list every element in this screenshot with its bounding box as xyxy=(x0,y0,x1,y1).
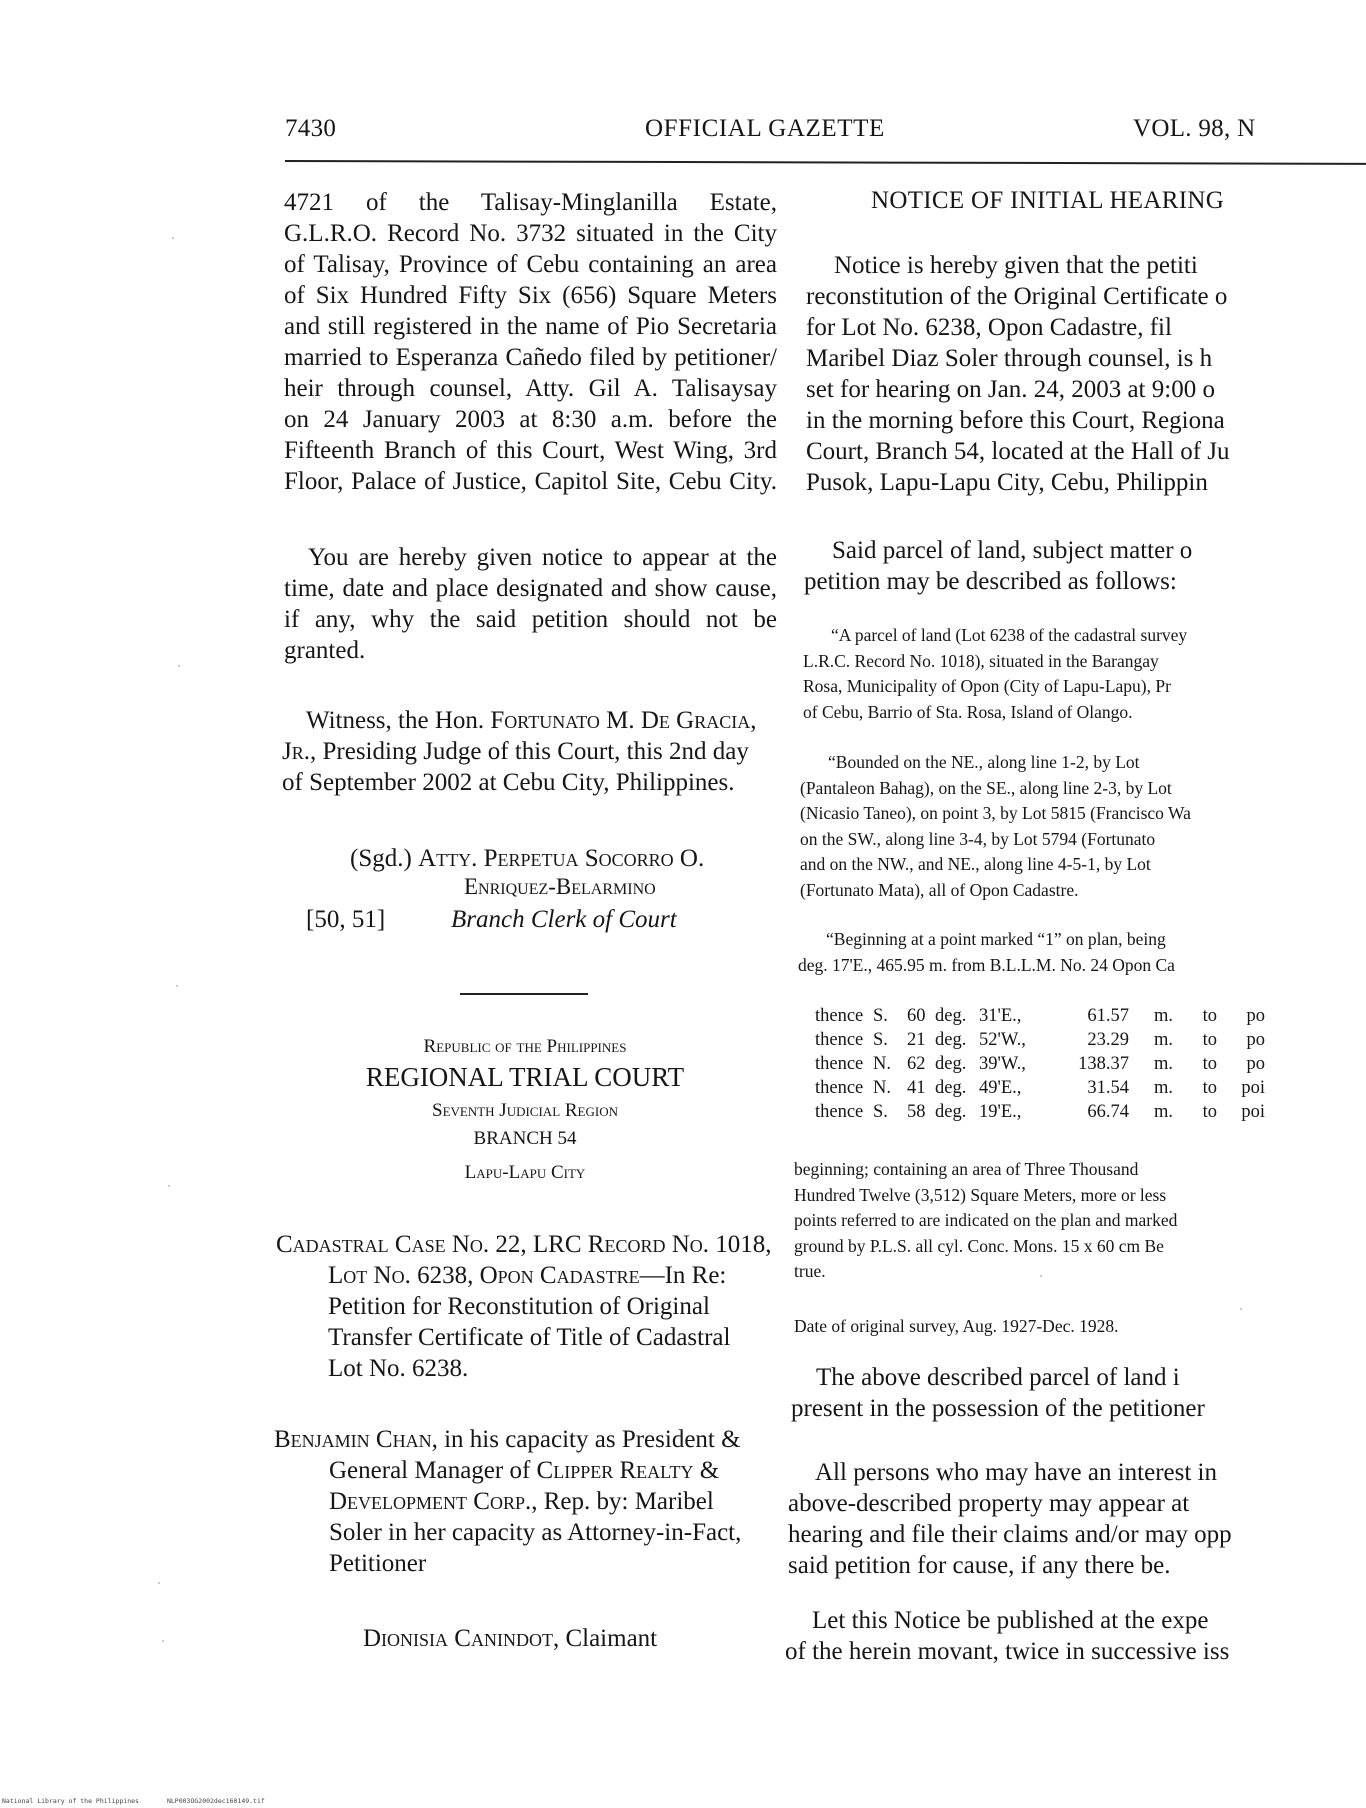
text-line: petition may be described as follows: xyxy=(804,568,1177,595)
text-line: Lot No. 6238. xyxy=(328,1355,469,1382)
notice-paragraph-3 xyxy=(791,1362,1366,1424)
text-line: deg. 17'E., 465.95 m. from B.L.L.M. No. 24 Opon Ca xyxy=(798,954,1175,975)
bearing-min: 31'E., xyxy=(979,1006,1022,1026)
notice-paragraph-5 xyxy=(785,1605,1366,1667)
bearing-thence: thence xyxy=(815,1030,864,1050)
scan-speck xyxy=(158,1582,160,1584)
text-line: heir through counsel, Atty. Gil A. Talisaysay xyxy=(284,375,777,402)
scan-speck xyxy=(1240,1308,1242,1310)
bearing-tail: po xyxy=(1246,1030,1265,1050)
bearing-to: to xyxy=(1202,1102,1217,1122)
quote-boundaries xyxy=(800,750,1366,903)
text-line: G.L.R.O. Record No. 3732 situated in the City xyxy=(284,220,777,247)
bearing-tail: po xyxy=(1246,1054,1265,1074)
text-line: reconstitution of the Original Certificate o xyxy=(806,283,1228,310)
scan-speck xyxy=(172,237,174,239)
notice-paragraph-4 xyxy=(788,1457,1366,1581)
bearing-m: m. xyxy=(1153,1030,1173,1050)
text-line: General Manager of Clipper Realty & xyxy=(329,1457,720,1484)
bearing-unit: deg. xyxy=(935,1054,967,1074)
bearing-dir: S. xyxy=(873,1030,888,1050)
text-line: Let this Notice be published at the expe xyxy=(812,1607,1209,1634)
text-line: Petition for Reconstitution of Original xyxy=(328,1293,710,1320)
bearing-dist: 138.37 xyxy=(1078,1054,1129,1074)
bearing-to: to xyxy=(1202,1030,1217,1050)
bearing-deg: 21 xyxy=(907,1030,926,1050)
page-number: 7430 xyxy=(285,115,337,142)
text-line: points referred to are indicated on the plan and marked xyxy=(794,1210,1178,1230)
text-line: above-described property may appear at xyxy=(788,1490,1190,1517)
text-line: Development Corp., Rep. by: Maribel xyxy=(329,1488,714,1515)
bearing-min: 49'E., xyxy=(979,1078,1022,1098)
volume-label: VOL. 98, N xyxy=(1133,115,1256,142)
judge-name: Fortunato M. De Gracia, xyxy=(490,707,757,734)
text-line: Benjamin Chan, in his capacity as President & xyxy=(274,1426,741,1453)
text-line: married to Esperanza Cañedo filed by petitioner/ xyxy=(284,344,777,371)
bearing-tail: poi xyxy=(1241,1102,1265,1122)
region-heading: Seventh Judicial Region xyxy=(432,1100,618,1121)
bearing-min: 39'W., xyxy=(979,1054,1026,1074)
text-line: Jr., Presiding Judge of this Court, this 2nd day xyxy=(282,738,749,765)
bearing-row xyxy=(815,1077,1265,1101)
text-line: of September 2002 at Cebu City, Philippines. xyxy=(282,769,735,796)
petitioner-block xyxy=(274,1424,794,1579)
case-caption xyxy=(276,1229,796,1384)
bearing-min: 19'E., xyxy=(979,1102,1022,1122)
text-line: (Pantaleon Bahag), on the SE., along line 2-3, by Lot xyxy=(800,777,1172,798)
text-line: true. xyxy=(794,1261,826,1281)
signatory-name: Atty. Perpetua Socorro O. xyxy=(418,845,705,872)
text-line: 4721 of the Talisay-Minglanilla Estate, xyxy=(284,189,777,216)
signature-line-1: (Sgd.) Atty. Perpetua Socorro O. xyxy=(350,845,705,872)
court-heading: REGIONAL TRIAL COURT xyxy=(365,1062,685,1092)
bearing-tail: po xyxy=(1246,1006,1265,1026)
scan-speck xyxy=(168,1185,170,1187)
bearing-thence: thence xyxy=(815,1054,864,1074)
bearing-m: m. xyxy=(1153,1006,1173,1026)
text-line: “A parcel of land (Lot 6238 of the cadastral survey xyxy=(831,625,1188,645)
publication-title: OFFICIAL GAZETTE xyxy=(645,115,885,142)
text-line: Lot No. 6238, Opon Cadastre—In Re: xyxy=(328,1262,727,1289)
text-line: on 24 January 2003 at 8:30 a.m. before the xyxy=(284,406,777,433)
text-line: Soler in her capacity as Attorney-in-Fact, xyxy=(329,1519,742,1546)
bearing-row xyxy=(815,1053,1265,1077)
bearing-row xyxy=(815,1029,1265,1053)
text-line: Hundred Twelve (3,512) Square Meters, more or less xyxy=(794,1184,1167,1205)
section-separator xyxy=(460,993,588,995)
scan-speck xyxy=(162,1640,164,1642)
text-line: Fifteenth Branch of this Court, West Wing, 3rd xyxy=(284,437,777,464)
bearings-table-body xyxy=(815,1005,1265,1125)
header-rule xyxy=(285,160,1366,165)
text-line: “Bounded on the NE., along line 1-2, by Lot xyxy=(828,752,1140,772)
bearing-dist: 23.29 xyxy=(1087,1030,1129,1050)
text-line: “Beginning at a point marked “1” on plan, being xyxy=(826,929,1166,949)
file-label: NLP003OG2002dec160149.tif xyxy=(166,1797,265,1805)
bearing-unit: deg. xyxy=(935,1006,967,1026)
text-line: You are hereby given notice to appear at the xyxy=(308,544,777,571)
claimant-name: Dionisia Canindot xyxy=(363,1625,553,1652)
witness-paragraph xyxy=(282,705,782,798)
quote-beginning xyxy=(798,927,1366,978)
left-paragraph-1 xyxy=(284,187,777,497)
bearing-unit: deg. xyxy=(935,1078,967,1098)
notice-paragraph-1 xyxy=(806,250,1366,498)
left-paragraph-2 xyxy=(284,542,777,666)
claimant-line: Dionisia Canindot, Claimant xyxy=(363,1625,658,1652)
bearings-table xyxy=(815,1005,1265,1125)
bearing-to: to xyxy=(1202,1054,1217,1074)
notice-title: NOTICE OF INITIAL HEARING xyxy=(871,187,1225,214)
survey-date: Date of original survey, Aug. 1927-Dec. 1928. xyxy=(794,1316,1119,1336)
text-line: in the morning before this Court, Regiona xyxy=(806,407,1225,434)
text-line: said petition for cause, if any there be. xyxy=(788,1552,1171,1579)
text-line: of the herein movant, twice in successive iss xyxy=(785,1638,1230,1665)
text-line: hearing and file their claims and/or may opp xyxy=(788,1521,1232,1548)
scan-footer xyxy=(2,1797,265,1805)
text-line: The above described parcel of land i xyxy=(816,1364,1180,1391)
bearing-deg: 60 xyxy=(907,1006,926,1026)
bearing-thence: thence xyxy=(815,1078,864,1098)
bearing-thence: thence xyxy=(815,1006,864,1026)
bearing-to: to xyxy=(1202,1078,1217,1098)
text-line: set for hearing on Jan. 24, 2003 at 9:00 o xyxy=(806,376,1215,403)
branch-heading: BRANCH 54 xyxy=(473,1128,577,1149)
text-line: Pusok, Lapu-Lapu City, Cebu, Philippin xyxy=(806,469,1208,496)
city-heading: Lapu-Lapu City xyxy=(464,1162,586,1183)
text-line: Petitioner xyxy=(329,1550,427,1577)
bearing-deg: 58 xyxy=(907,1102,926,1122)
text-line: for Lot No. 6238, Opon Cadastre, fil xyxy=(806,314,1172,341)
text-line: L.R.C. Record No. 1018), situated in the Barangay xyxy=(803,650,1159,671)
bearing-m: m. xyxy=(1153,1078,1173,1098)
bearing-deg: 62 xyxy=(907,1054,926,1074)
text-line: present in the possession of the petitioner xyxy=(791,1395,1205,1422)
bearing-deg: 41 xyxy=(907,1078,926,1098)
bearing-dir: S. xyxy=(873,1006,888,1026)
text-line: ground by P.L.S. all cyl. Conc. Mons. 15 x 60 cm Be xyxy=(794,1235,1164,1256)
text-line: Maribel Diaz Soler through counsel, is h xyxy=(806,345,1213,372)
bearing-row xyxy=(815,1101,1265,1125)
bearing-unit: deg. xyxy=(935,1102,967,1122)
text-line: Court, Branch 54, located at the Hall of Ju xyxy=(806,438,1230,465)
bearing-dir: S. xyxy=(873,1102,888,1122)
text-line: Said parcel of land, subject matter o xyxy=(832,537,1193,564)
bearing-row xyxy=(815,1005,1265,1029)
text-line: Floor, Palace of Justice, Capitol Site, Cebu City. xyxy=(284,468,777,495)
quote-lot-description xyxy=(803,623,1366,725)
bearing-dist: 66.74 xyxy=(1087,1102,1129,1122)
text-line: if any, why the said petition should not be xyxy=(284,606,777,633)
scan-speck xyxy=(176,985,178,987)
petitioner-name: Benjamin Chan xyxy=(274,1426,432,1453)
bearing-min: 52'W., xyxy=(979,1030,1026,1050)
quote-area xyxy=(794,1157,1366,1285)
bearing-m: m. xyxy=(1153,1054,1173,1074)
notice-paragraph-2 xyxy=(804,535,1366,597)
text-line: time, date and place designated and show cause, xyxy=(284,575,777,602)
scan-speck xyxy=(1040,1275,1042,1277)
signatory-surname: Enriquez-Belarmino xyxy=(464,874,656,899)
bearing-tail: poi xyxy=(1241,1078,1265,1098)
text-line: of Talisay, Province of Cebu containing an area xyxy=(284,251,777,278)
text-line: (Fortunato Mata), all of Opon Cadastre. xyxy=(800,879,1079,900)
text-line: Cadastral Case No. 22, LRC Record No. 1018, xyxy=(276,1231,772,1258)
text-line: and on the NW., and NE., along line 4-5-1, by Lot xyxy=(800,854,1151,874)
bearing-to: to xyxy=(1202,1006,1217,1026)
bearing-m: m. xyxy=(1153,1102,1173,1122)
text-line: Notice is hereby given that the petiti xyxy=(834,252,1198,279)
bearing-dist: 61.57 xyxy=(1087,1006,1129,1026)
text-line: and still registered in the name of Pio Secretaria xyxy=(284,313,777,340)
text-line: All persons who may have an interest in xyxy=(815,1459,1217,1486)
bearing-thence: thence xyxy=(815,1102,864,1122)
issue-reference: [50, 51] xyxy=(306,906,386,933)
text-line: Transfer Certificate of Title of Cadastral xyxy=(328,1324,731,1351)
republic-heading: Republic of the Philippines xyxy=(423,1036,627,1057)
text-line: beginning; containing an area of Three Thousand xyxy=(794,1159,1139,1179)
library-label: National Library of the Philippines xyxy=(2,1797,139,1805)
signatory-title: Branch Clerk of Court xyxy=(451,906,677,933)
text-line: on the SW., along line 3-4, by Lot 5794 (Fortunato xyxy=(800,828,1156,849)
text-line: of Cebu, Barrio of Sta. Rosa, Island of Olango. xyxy=(803,701,1133,722)
text-line: of Six Hundred Fifty Six (656) Square Meters xyxy=(284,282,777,309)
bearing-dir: N. xyxy=(873,1054,891,1074)
text-line: Witness, the Hon. Fortunato M. De Gracia, xyxy=(306,707,757,734)
bearing-unit: deg. xyxy=(935,1030,967,1050)
bearing-dist: 31.54 xyxy=(1087,1078,1129,1098)
text-line: granted. xyxy=(284,637,366,664)
scan-speck xyxy=(178,665,180,667)
text-line: (Nicasio Taneo), on point 3, by Lot 5815 (Francisco Wa xyxy=(800,803,1191,823)
bearing-dir: N. xyxy=(873,1078,891,1098)
text-line: Rosa, Municipality of Opon (City of Lapu-Lapu), Pr xyxy=(803,676,1171,696)
